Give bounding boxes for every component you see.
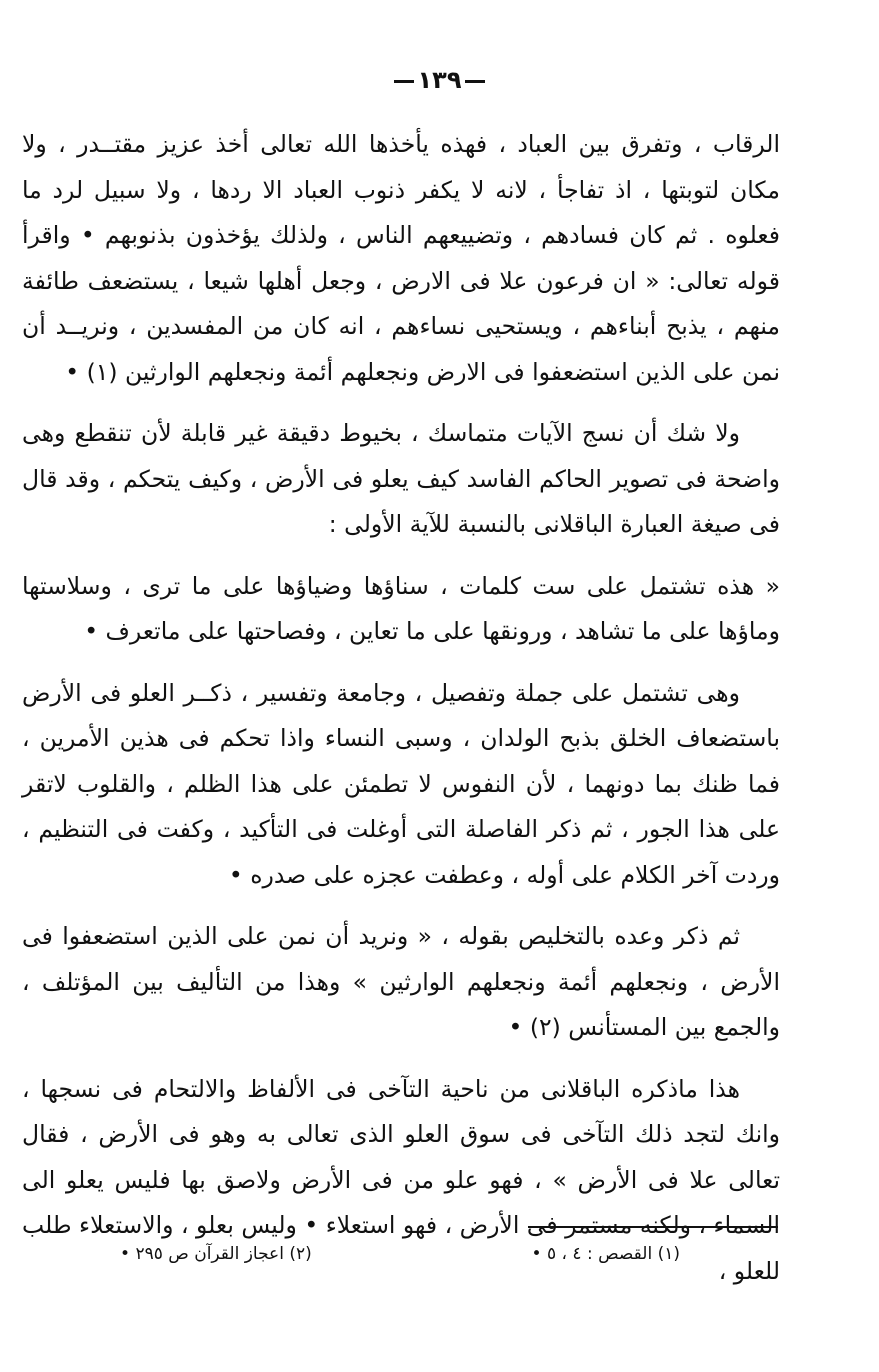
page-number: ١٣٩: [417, 66, 462, 94]
paragraph-6: هذا ماذكره الباقلانى من ناحية التآخى فى الألفاظ والالتحام فى نسجها ، وانك لتجد ذلك التآخى فى سوق العلو الذى تعالى به وهو فى الأرض ، فقال تعالى علا فى الأرض » ، فهو علو من فى الأرض ولاصق بها فليس يعلو الى السماء ، ولكنه مستمر فى الأرض ، فهو استعلاء • وليس بعلو ، والاستعلاء طلب للعلو ،: [22, 1074, 780, 1285]
header-dash-right: [465, 80, 485, 83]
header-dash-left: [394, 80, 414, 83]
paragraph-5: ثم ذكر وعده بالتخليص بقوله ، « ونريد أن نمن على الذين استضعفوا فى الأرض ، ونجعلهم أئمة ونجعلهم الوارثين » وهذا من التأليف بين المؤتلف ، والجمع بين المستأنس (٢) •: [22, 922, 780, 1041]
paragraph-2: ولا شك أن نسج الآيات متماسك ، بخيوط دقيقة غير قابلة لأن تنقطع وهى واضحة فى تصوير الحاكم الفاسد كيف يعلو فى الأرض ، وكيف يتحكم ، وقد قال فى صيغة العبارة الباقلانى بالنسبة للآية الأولى :: [22, 419, 780, 538]
footnote-1: (١) القصص : ٤ ، ٥ •: [531, 1244, 680, 1264]
footnotes: [120, 1240, 680, 1268]
paragraph-3-quote: « هذه تشتمل على ست كلمات ، سناؤها وضياؤها على ما ترى ، وسلاستها وماؤها على ما تشاهد ، ورونقها على ما تعاين ، وفصاحتها على ماتعرف •: [22, 571, 780, 645]
paragraph-4: وهى تشتمل على جملة وتفصيل ، وجامعة وتفسير ، ذكــر العلو فى الأرض باستضعاف الخلق بذبح الولدان ، وسبى النساء واذا تحكم فى هذين الأمرين ، فما ظنك بما دونهما ، لأن النفوس لا تطمئن على هذا الظلم ، والقلوب لاتقر على هذا الجور ، ثم ذكر الفاصلة التى أوغلت فى التأكيد ، وكفت فى التنظيم ، وردت آخر الكلام على أوله ، وعطفت عجزه على صدره •: [22, 678, 780, 889]
body-text: [22, 122, 780, 1294]
page-header: [0, 60, 879, 100]
paragraph-1: الرقاب ، وتفرق بين العباد ، فهذه يأخذها الله تعالى أخذ عزيز مقتــدر ، ولا مكان لتوبتها ، اذ تفاجأ ، لانه لا يكفر ذنوب العباد الا ردها ، ولا سبيل لرد ما فعلوه . ثم كان فسادهم ، وتضييعهم الناس ، ولذلك يؤخذون بذنوبهم • واقرأ قوله تعالى: « ان فرعون علا فى الارض ، وجعل أهلها شيعا ، يستضعف طائفة منهم ، يذبح أبناءهم ، ويستحيى نساءهم ، انه كان من المفسدين ، ونريــد أن نمن على الذين استضعفوا فى الارض ونجعلهم أئمة ونجعلهم الوارثين (١) •: [22, 130, 780, 386]
footnote-2: (٢) اعجاز القرآن ص ٢٩٥ •: [120, 1244, 312, 1264]
footnote-divider: [528, 1226, 778, 1228]
